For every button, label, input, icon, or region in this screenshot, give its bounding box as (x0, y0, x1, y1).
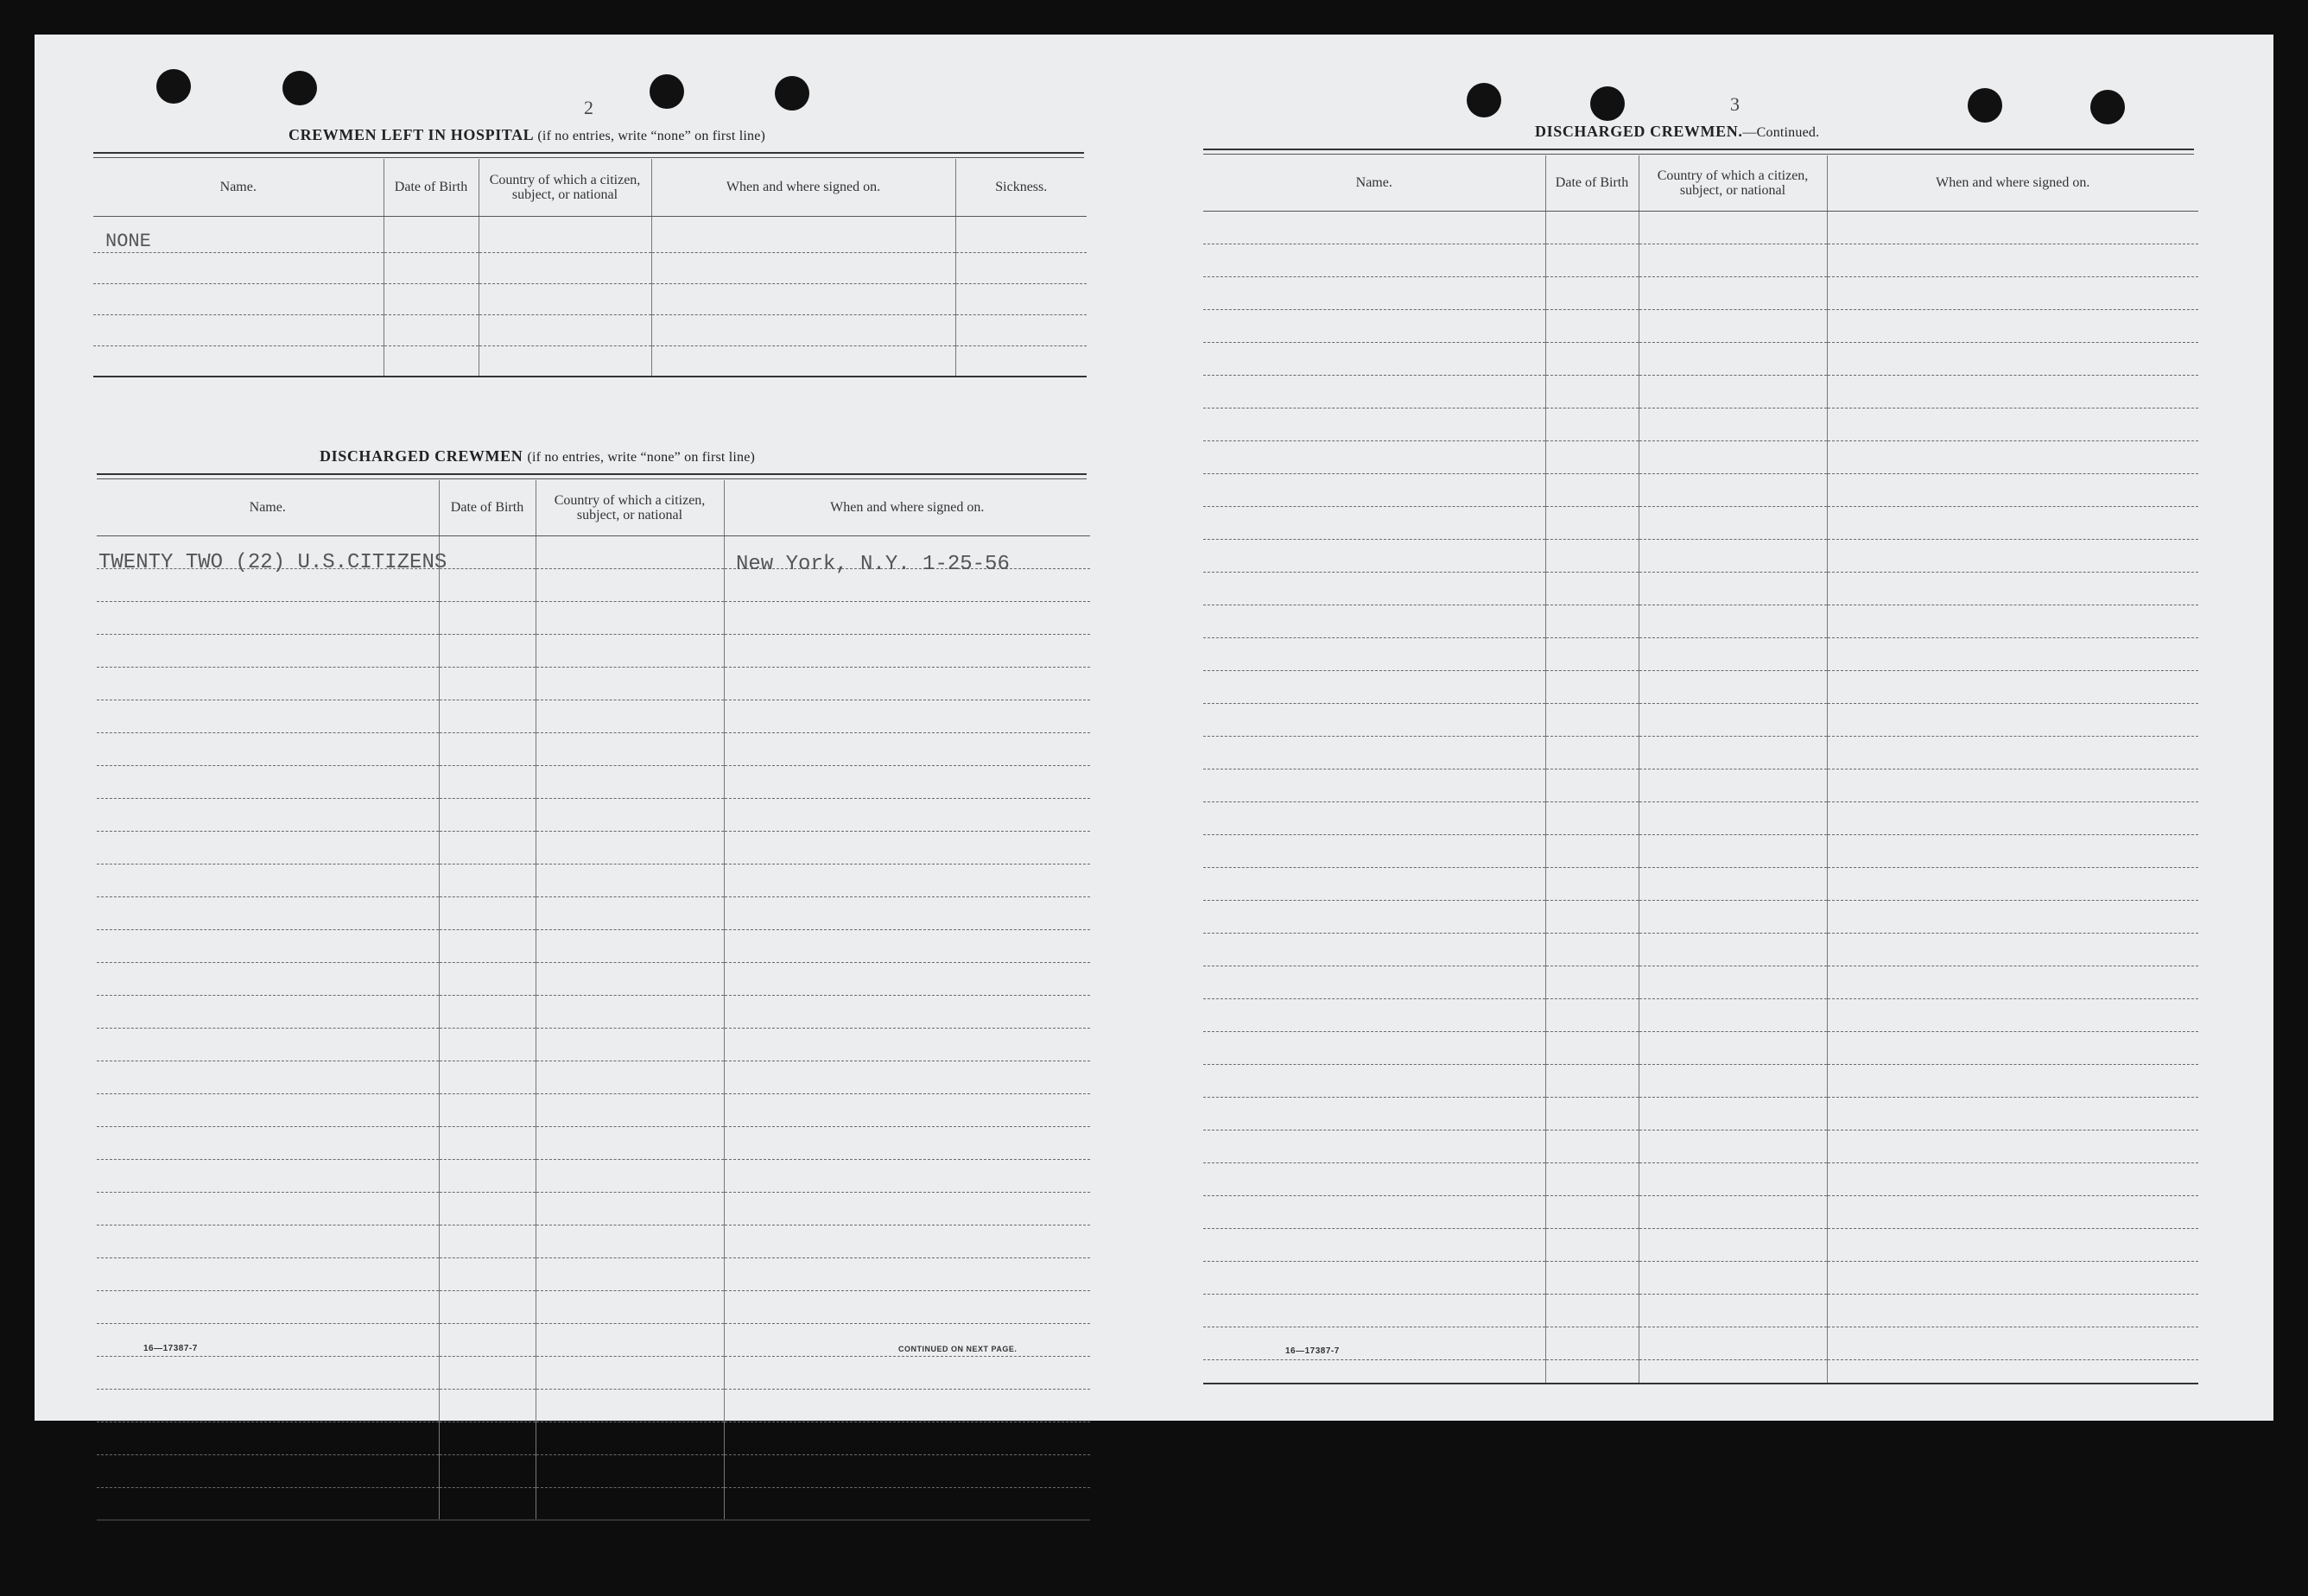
column-header-when-where-signed: When and where signed on. (1827, 155, 2198, 211)
column-header-when-where-signed: When and where signed on. (724, 480, 1090, 535)
discharged-top-rule (97, 473, 1087, 479)
column-header-date-of-birth: Date of Birth (384, 159, 479, 216)
column-header-country: Country of which a citizen, subject, or national (1639, 155, 1827, 211)
document-sheet (35, 35, 2273, 1421)
discharged-table (97, 480, 1090, 1521)
discharged-continued-table (1203, 155, 2198, 1384)
continued-label: —Continued. (1742, 125, 1820, 140)
hospital-section-title (288, 126, 765, 144)
form-number: 16—17387-7 (143, 1344, 198, 1353)
column-header-date-of-birth: Date of Birth (439, 480, 536, 535)
column-header-sickness: Sickness. (955, 159, 1087, 216)
page-number: 2 (584, 97, 594, 118)
hospital-entry-name: NONE (93, 216, 384, 252)
hospital-note: (if no entries, write “none” on first line) (537, 129, 766, 143)
discharged-note: (if no entries, write “none” on first line) (527, 450, 756, 465)
column-header-name: Name. (97, 480, 439, 535)
discharged-section-title (320, 447, 755, 466)
hospital-top-rule (93, 152, 1084, 158)
discharged-continued-title: DISCHARGED CREWMEN. (1535, 123, 1743, 140)
column-header-country: Country of which a citizen, subject, or national (536, 480, 724, 535)
discharged-entry-name: TWENTY TWO (22) U.S.CITIZENS (98, 551, 447, 574)
continued-note: CONTINUED ON NEXT PAGE. (898, 1345, 1018, 1353)
column-header-date-of-birth: Date of Birth (1545, 155, 1639, 211)
column-header-name: Name. (1203, 155, 1545, 211)
page-number: 3 (1730, 93, 1741, 115)
discharged-continued-section-title (1535, 123, 1819, 141)
hospital-title: CREWMEN LEFT IN HOSPITAL (288, 126, 534, 143)
column-header-when-where-signed: When and where signed on. (651, 159, 955, 216)
discharged-entry-signed-on: New York, N.Y. 1-25-56 (736, 553, 1010, 576)
hospital-table (93, 159, 1087, 377)
right-page (1157, 35, 2263, 1421)
column-header-name: Name. (93, 159, 384, 216)
left-page (35, 35, 1140, 1421)
column-header-country: Country of which a citizen, subject, or national (479, 159, 651, 216)
form-number: 16—17387-7 (1285, 1346, 1340, 1356)
discharged-title: DISCHARGED CREWMEN (320, 447, 523, 465)
discharged-continued-top-rule (1203, 149, 2194, 155)
